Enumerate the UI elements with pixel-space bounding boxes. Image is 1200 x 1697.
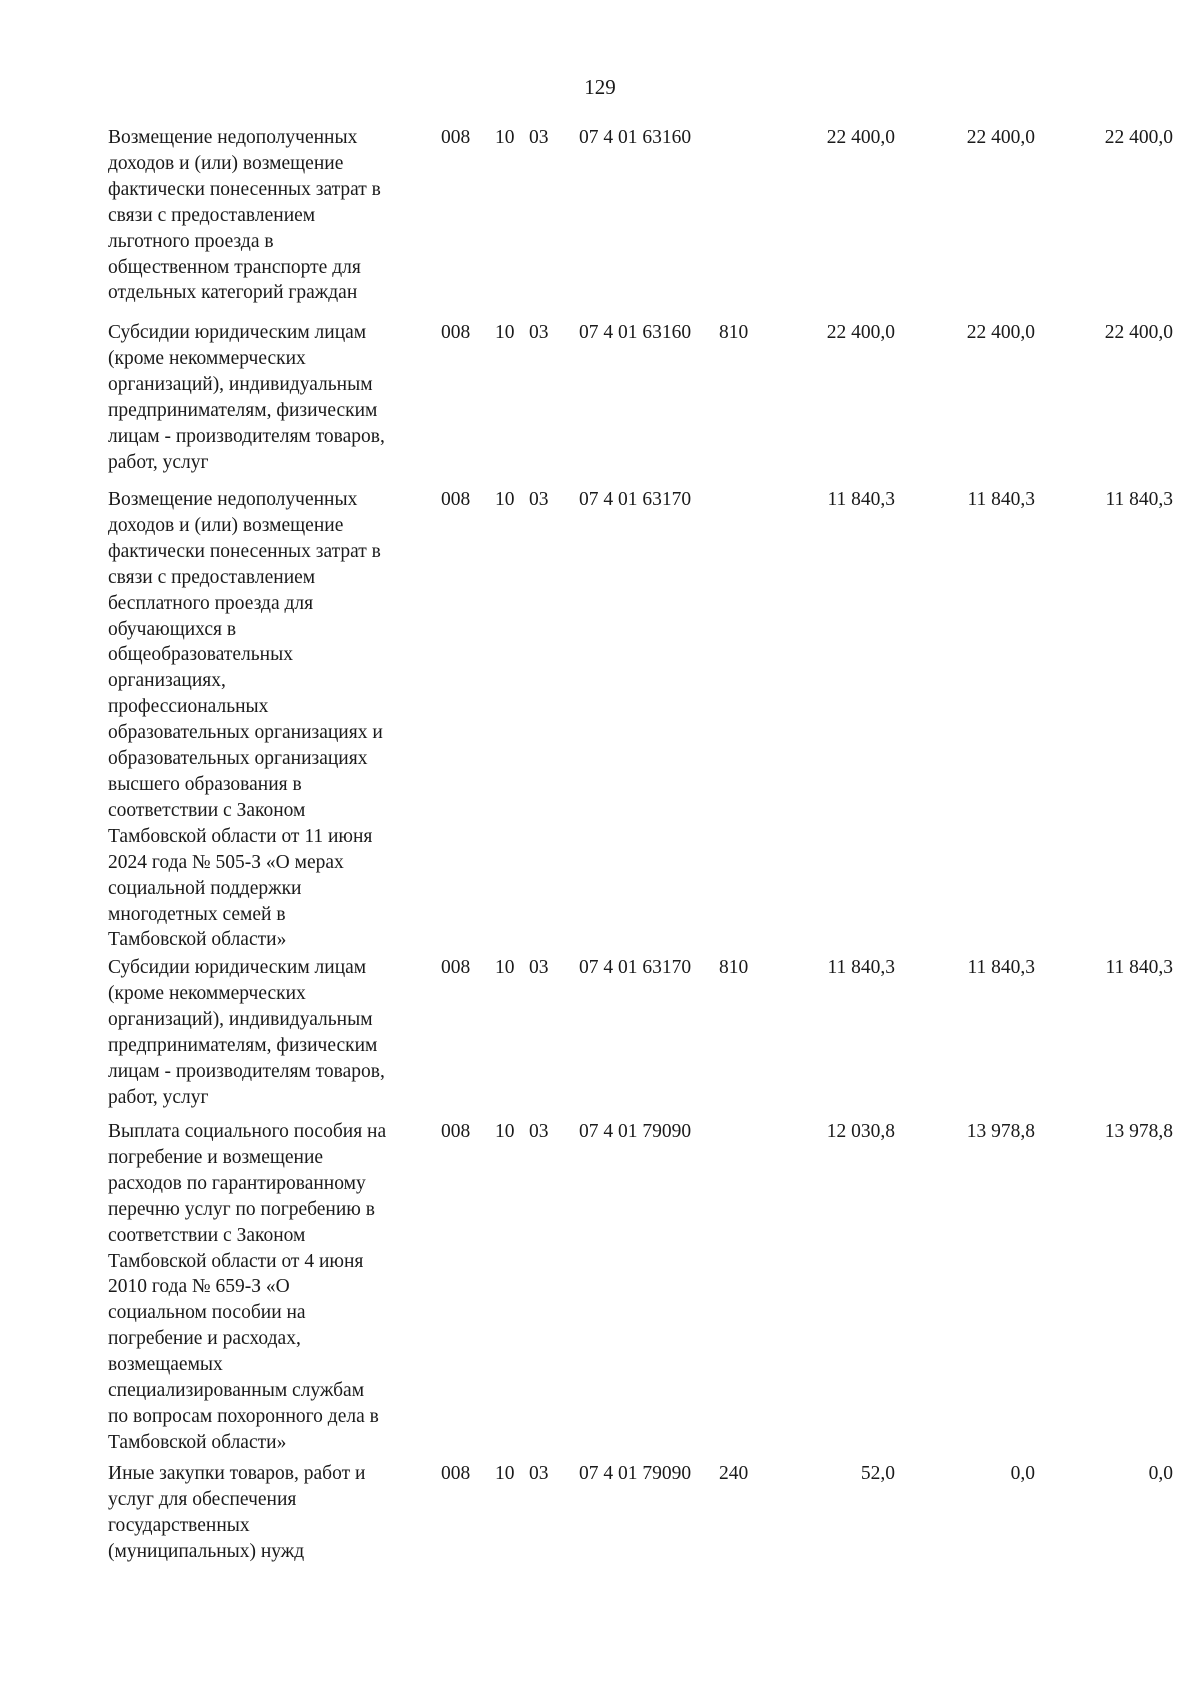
row-description: Выплата социального пособия на погребение и возмещение расходов по гарантированному перечню услуг по погребению в соответствии с Законом Тамбовской области от 4 июня 2010 года № 659-З «О социальном пособии на погребение и расходах, возмещаемых специализированным службам по вопросам похоронного дела в Тамбовской области» <box>108 1121 387 1453</box>
amount-year-2: 0,0 <box>1010 1463 1035 1484</box>
expense-type-code: 810 <box>719 322 749 343</box>
row-description: Возмещение недополученных доходов и (или) возмещение фактически понесенных затрат в связи с предоставлением бесплатного проезда для обучающихся в общеобразовательных организациях, профессиональных образовательных организациях и образовательных организациях высшего образования в соответствии с Законом Тамбовской области от 11 июня 2024 года № 505-З «О мерах социальной поддержки многодетных семей в Тамбовской области» <box>108 489 383 951</box>
target-article-code: 07 4 01 63170 <box>579 489 692 510</box>
ministry-code: 008 <box>441 1121 471 1142</box>
section-code: 10 <box>495 957 515 978</box>
amount-year-1: 52,0 <box>860 1463 895 1484</box>
amount-year-3: 22 400,0 <box>1104 322 1173 343</box>
subsection-code: 03 <box>529 1121 549 1142</box>
section-code: 10 <box>495 489 515 510</box>
amount-year-3: 11 840,3 <box>1105 957 1173 978</box>
amount-year-2: 13 978,8 <box>966 1121 1035 1142</box>
section-code: 10 <box>495 1463 515 1484</box>
amount-year-1: 22 400,0 <box>826 322 895 343</box>
row-description: Возмещение недополученных доходов и (или) возмещение фактически понесенных затрат в связи с предоставлением льготного проезда в общественном транспорте для отдельных категорий граждан <box>108 127 381 304</box>
row-description: Субсидии юридическим лицам (кроме некоммерческих организаций), индивидуальным предпринимателям, физическим лицам - производителям товаров, работ, услуг <box>108 322 385 473</box>
page-number: 129 <box>584 75 616 99</box>
amount-year-2: 22 400,0 <box>966 127 1035 148</box>
target-article-code: 07 4 01 79090 <box>579 1121 692 1142</box>
section-code: 10 <box>495 322 515 343</box>
subsection-code: 03 <box>529 127 549 148</box>
ministry-code: 008 <box>441 957 471 978</box>
ministry-code: 008 <box>441 127 471 148</box>
amount-year-1: 12 030,8 <box>826 1121 895 1142</box>
amount-year-2: 11 840,3 <box>967 489 1035 510</box>
section-code: 10 <box>495 1121 515 1142</box>
section-code: 10 <box>495 127 515 148</box>
target-article-code: 07 4 01 63170 <box>579 957 692 978</box>
expense-type-code: 240 <box>719 1463 749 1484</box>
amount-year-3: 0,0 <box>1148 1463 1173 1484</box>
ministry-code: 008 <box>441 322 471 343</box>
amount-year-3: 22 400,0 <box>1104 127 1173 148</box>
target-article-code: 07 4 01 79090 <box>579 1463 692 1484</box>
subsection-code: 03 <box>529 322 549 343</box>
row-description: Иные закупки товаров, работ и услуг для обеспечения государственных (муниципальных) нужд <box>108 1463 366 1562</box>
amount-year-3: 13 978,8 <box>1104 1121 1173 1142</box>
amount-year-2: 11 840,3 <box>967 957 1035 978</box>
amount-year-3: 11 840,3 <box>1105 489 1173 510</box>
ministry-code: 008 <box>441 1463 471 1484</box>
ministry-code: 008 <box>441 489 471 510</box>
expense-type-code: 810 <box>719 957 749 978</box>
subsection-code: 03 <box>529 1463 549 1484</box>
amount-year-1: 11 840,3 <box>827 489 895 510</box>
subsection-code: 03 <box>529 489 549 510</box>
amount-year-1: 22 400,0 <box>826 127 895 148</box>
target-article-code: 07 4 01 63160 <box>579 127 692 148</box>
subsection-code: 03 <box>529 957 549 978</box>
target-article-code: 07 4 01 63160 <box>579 322 692 343</box>
amount-year-1: 11 840,3 <box>827 957 895 978</box>
amount-year-2: 22 400,0 <box>966 322 1035 343</box>
row-description: Субсидии юридическим лицам (кроме некоммерческих организаций), индивидуальным предпринимателям, физическим лицам - производителям товаров, работ, услуг <box>108 957 385 1108</box>
